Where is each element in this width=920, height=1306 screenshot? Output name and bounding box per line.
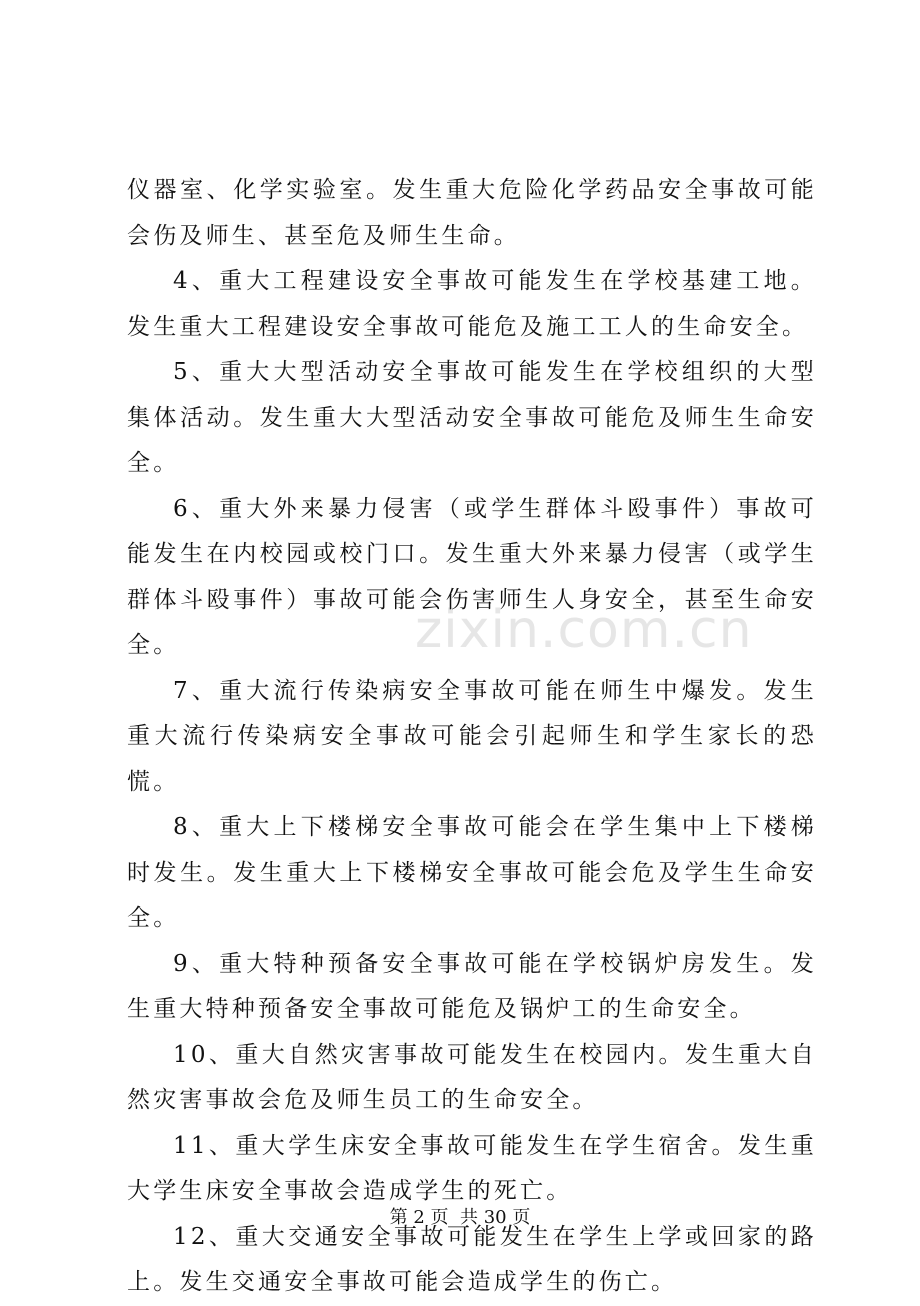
paragraph-8: 11、重大学生床安全事故可能发生在学生宿舍。发生重大学生床安全事故会造成学生的死亡。 xyxy=(127,1132,817,1204)
paragraph-9: 12、重大交通安全事故可能发生在学生上学或回家的路上。发生交通安全事故可能会造成学生的伤亡。 xyxy=(127,1223,817,1295)
page-number-label: 第 2 页 共 30 页 xyxy=(389,1207,531,1228)
paragraph-4: 7、重大流行传染病安全事故可能在师生中爆发。发生重大流行传染病安全事故可能会引起师生和学生家长的恐慌。 xyxy=(127,677,817,795)
paragraph-2: 5、重大大型活动安全事故可能发生在学校组织的大型集体活动。发生重大大型活动安全事故可能危及师生生命安全。 xyxy=(127,359,817,476)
document-body xyxy=(127,168,817,1306)
watermark: zixin.com.cn xyxy=(415,600,753,660)
paragraph-7: 10、重大自然灾害事故可能发生在校园内。发生重大自然灾害事故会危及师生员工的生命安全。 xyxy=(127,1041,817,1113)
paragraph-1: 4、重大工程建设安全事故可能发生在学校基建工地。发生重大工程建设安全事故可能危及施工工人的生命安全。 xyxy=(127,268,817,340)
paragraph-0: 仪器室、化学实验室。发生重大危险化学药品安全事故可能会伤及师生、甚至危及师生生命。 xyxy=(127,177,817,249)
paragraph-3: 6、重大外来暴力侵害（或学生群体斗殴事件）事故可能发生在内校园或校门口。发生重大外来暴力侵害（或学生群体斗殴事件）事故可能会伤害师生人身安全，甚至生命安全。 xyxy=(127,495,817,658)
paragraph-5: 8、重大上下楼梯安全事故可能会在学生集中上下楼梯时发生。发生重大上下楼梯安全事故可能会危及学生生命安全。 xyxy=(127,814,817,931)
paragraph-6: 9、重大特种预备安全事故可能在学校锅炉房发生。发生重大特种预备安全事故可能危及锅炉工的生命安全。 xyxy=(127,950,817,1022)
